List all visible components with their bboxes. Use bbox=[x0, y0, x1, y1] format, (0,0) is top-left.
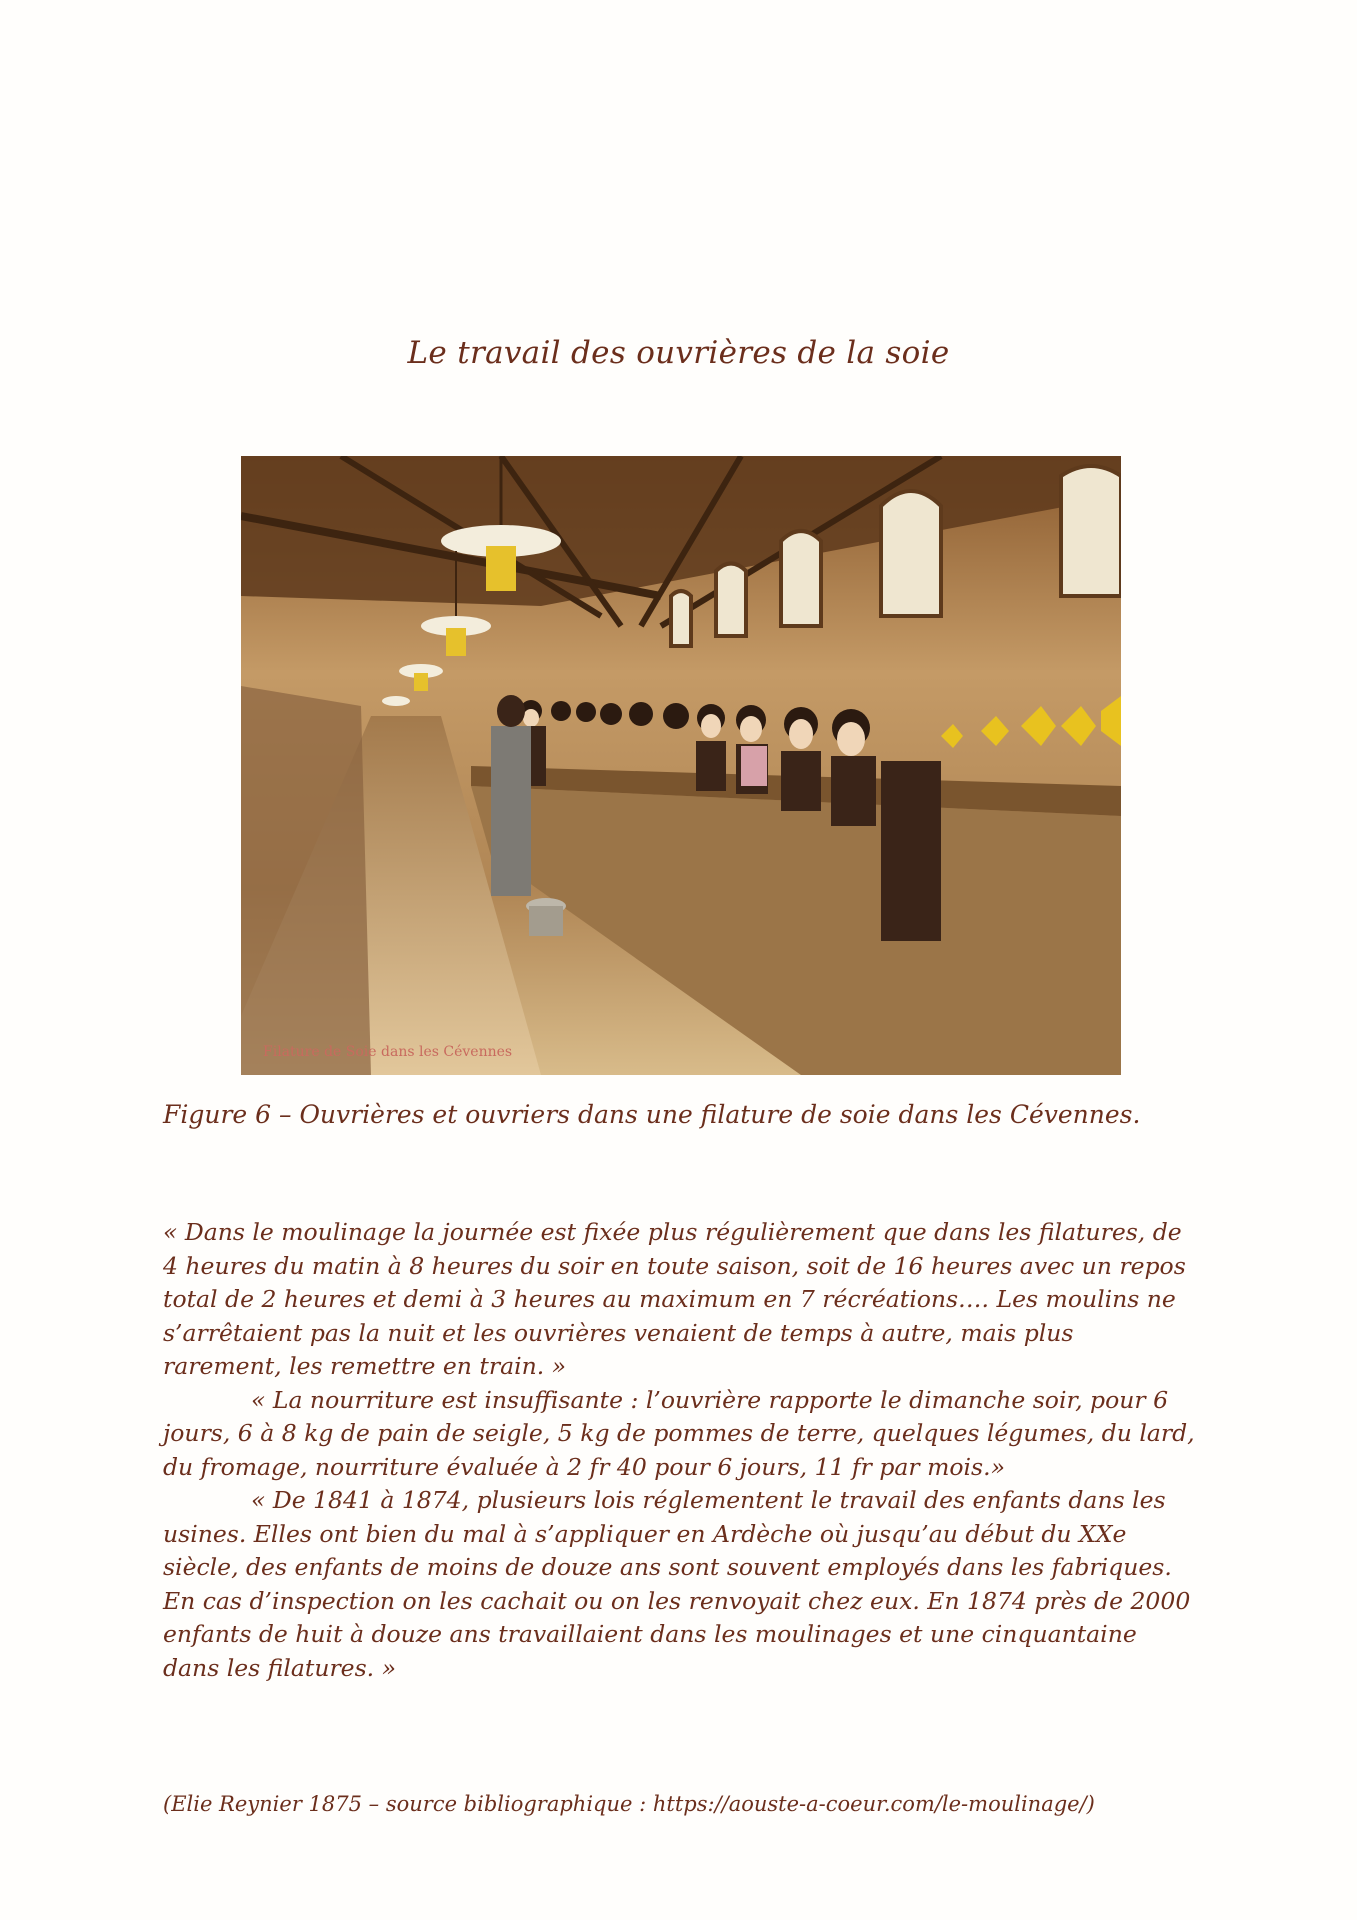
quote-paragraph: « De 1841 à 1874, plusieurs lois réglementent le travail des enfants dans les usines. Elles ont bien du mal à s’appliquer en Ardèche où jusqu’au début du XXe siècle, des enfants de moins de douze ans sont souvent employés dans les fabriques. En cas d’inspection on les cachait ou on les renvoyait chez eux. En 1874 près de 2000 enfants de huit à douze ans travaillaient dans les moulinages et une cinquantaine dans les filatures. » bbox=[163, 1486, 1191, 1682]
quote-paragraph: « La nourriture est insuffisante : l’ouvrière rapporte le dimanche soir, pour 6 jours, 6 à 8 kg de pain de seigle, 5 kg de pommes de terre, quelques légumes, du lard, du fromage, nourriture évaluée à 2 fr 40 pour 6 jours, 11 fr par mois.» bbox=[163, 1385, 1195, 1481]
source-citation: (Elie Reynier 1875 – source bibliographique : https://aouste-a-coeur.com/le-moulinage/) bbox=[163, 1792, 1095, 1816]
page-title: Le travail des ouvrières de la soie bbox=[407, 335, 950, 371]
quote-paragraph: « Dans le moulinage la journée est fixée plus régulièrement que dans les filatures, de 4 heures du matin à 8 heures du soir en toute saison, soit de 16 heures avec un repos total de 2 heures et demi à 3 heures au maximum en 7 récréations…. Les moulins ne s’arrêtaient pas la nuit et les ouvrières venaient de temps à autre, mais plus rarement, les remettre en train. » bbox=[163, 1218, 1186, 1380]
quote-block bbox=[163, 1216, 1198, 1685]
photo-inscription: Filature de Soie dans les Cévennes bbox=[263, 1044, 513, 1060]
figure-caption: Figure 6 – Ouvrières et ouvriers dans une filature de soie dans les Cévennes. bbox=[163, 1100, 1141, 1129]
factory-photo bbox=[241, 456, 1121, 1075]
